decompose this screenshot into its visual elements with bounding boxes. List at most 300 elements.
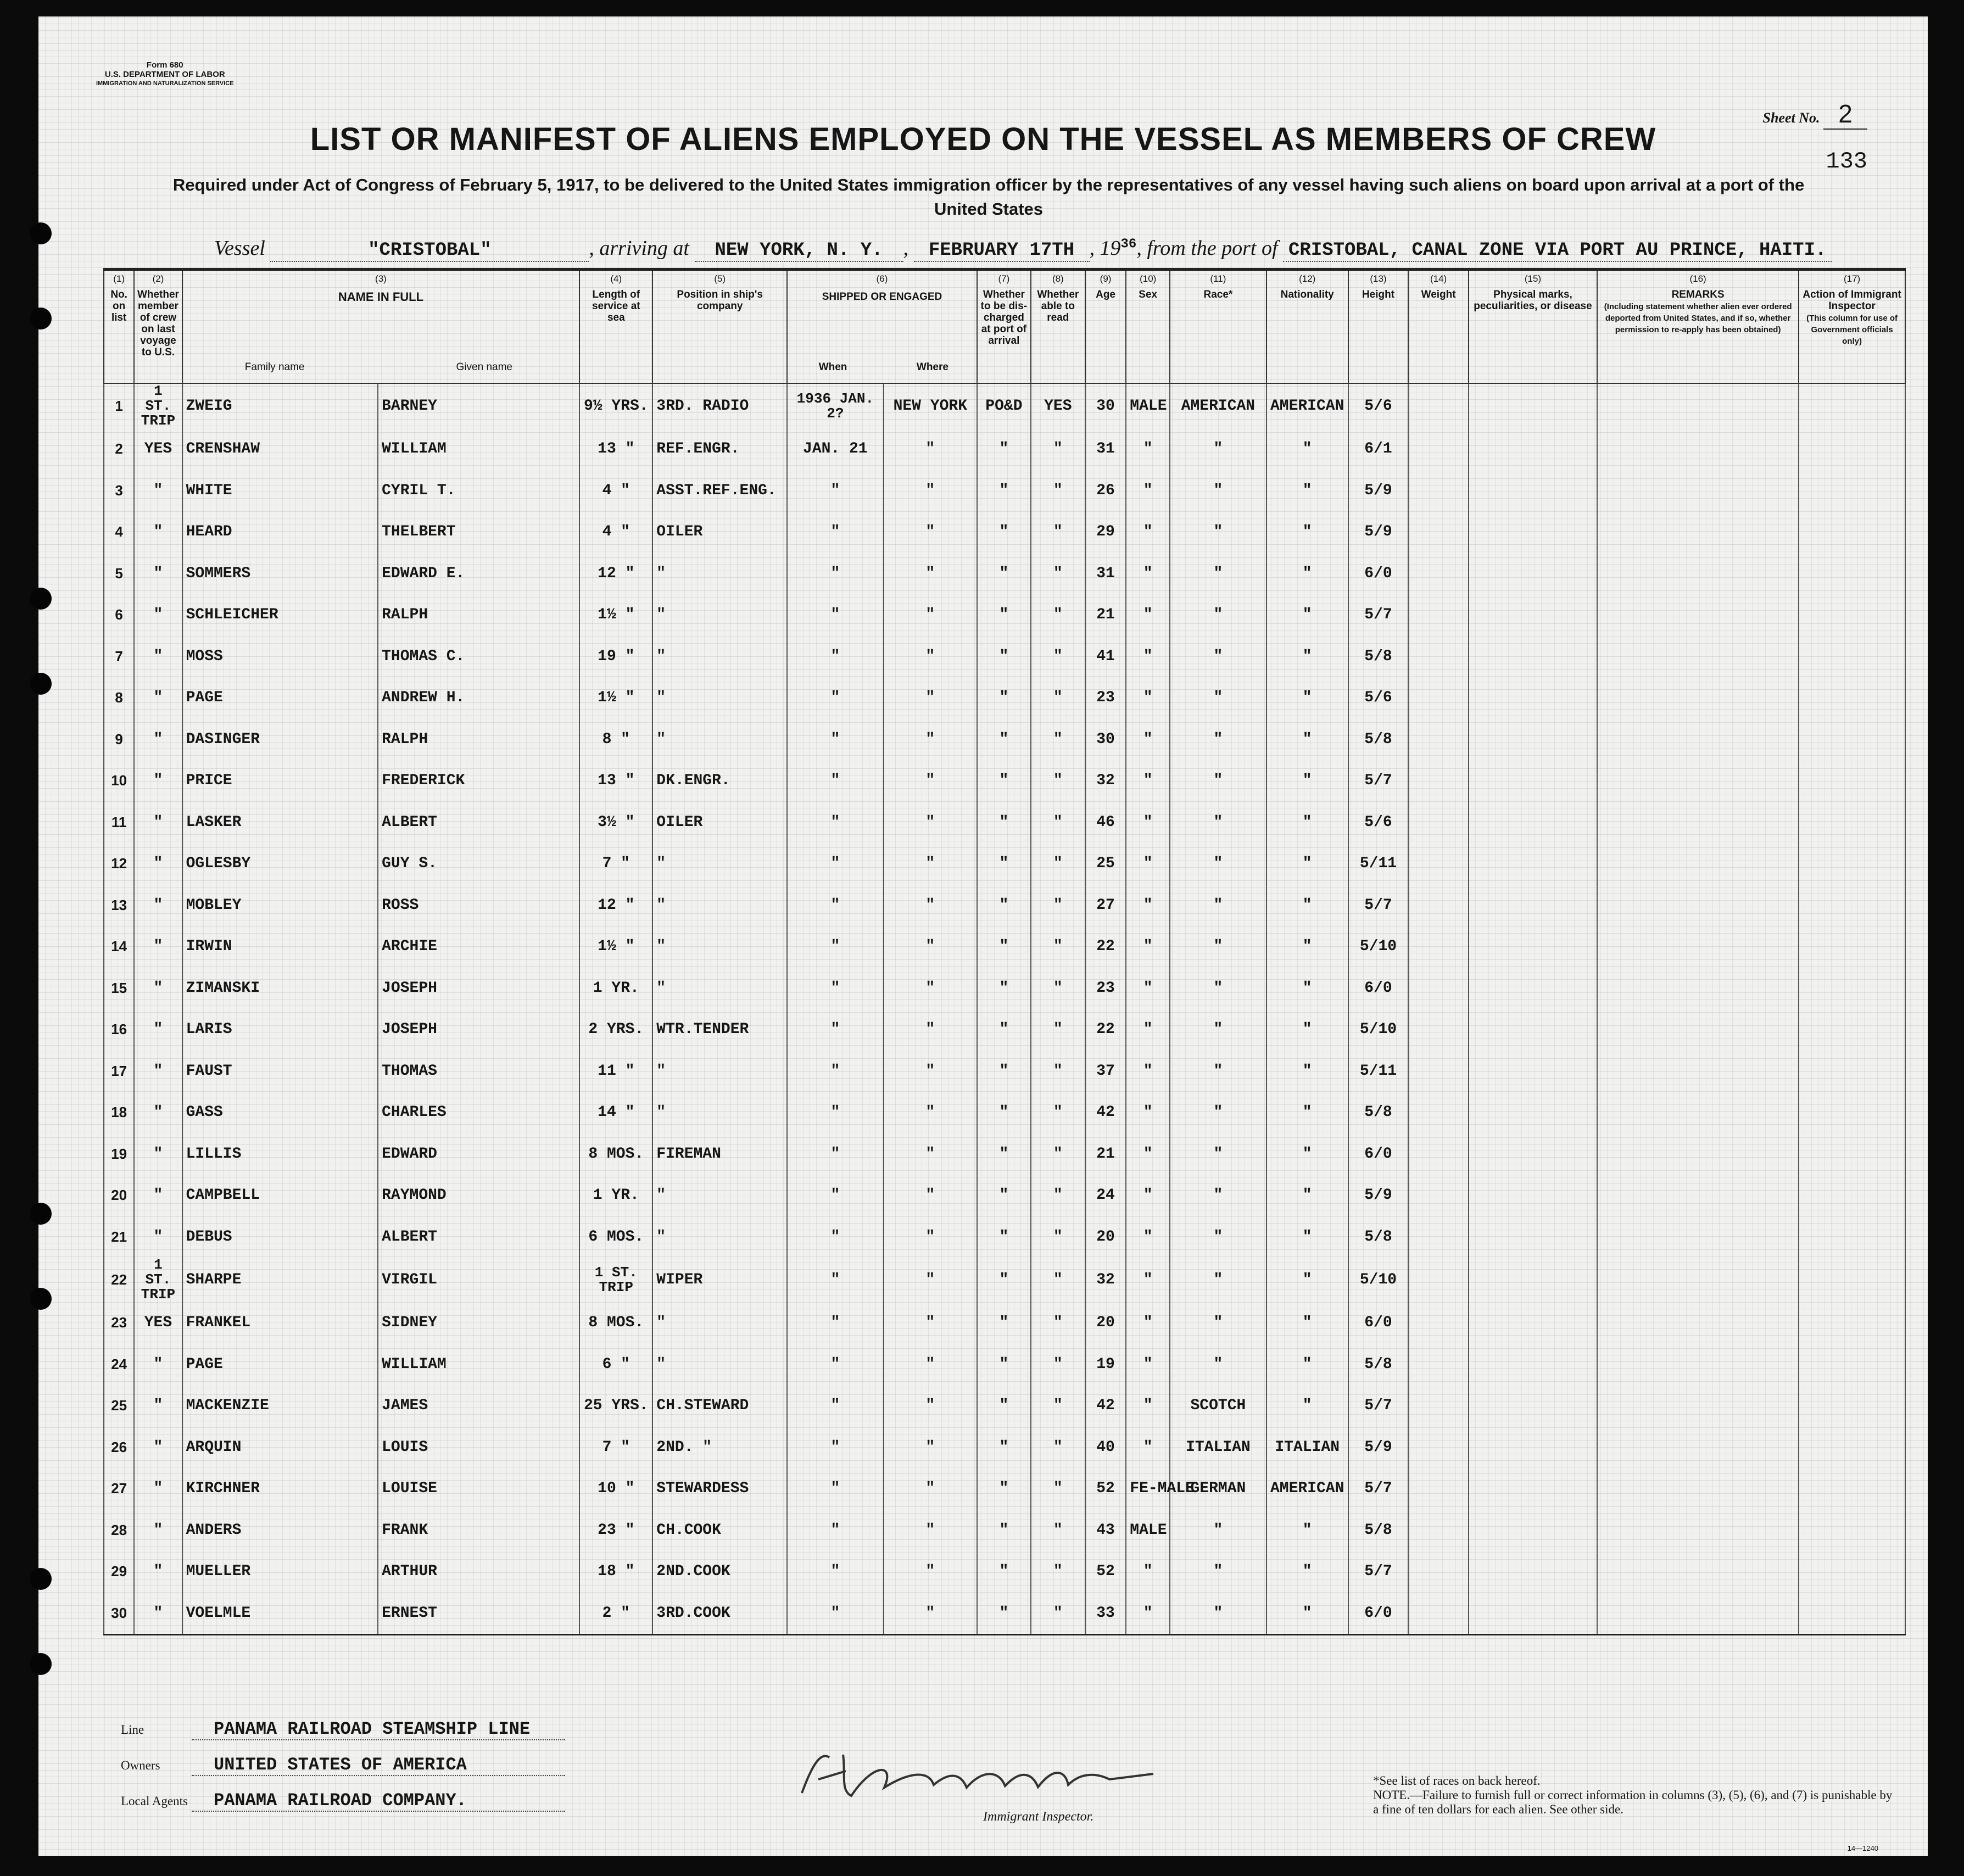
cell-race: ": [1170, 843, 1266, 885]
cell-nationality: ": [1266, 802, 1348, 844]
cell-race: ": [1170, 1302, 1266, 1344]
cell-row-number: 20: [104, 1175, 134, 1216]
cell-discharged: ": [977, 1175, 1031, 1216]
cell-shipped-where: ": [884, 553, 977, 595]
footer-line: Line PANAMA RAILROAD STEAMSHIP LINE: [121, 1719, 565, 1740]
cell-shipped-where: ": [884, 1216, 977, 1258]
cell-able-to-read: ": [1031, 594, 1085, 636]
cell-inspector-action: [1799, 594, 1905, 636]
cell-weight: [1408, 511, 1469, 553]
cell-row-number: 16: [104, 1009, 134, 1051]
table-row: [104, 1092, 1905, 1134]
cell-age: 22: [1085, 1009, 1126, 1051]
cell-shipped-when: ": [787, 1510, 884, 1551]
cell-able-to-read: ": [1031, 470, 1085, 512]
cell-service-length: 1½ ": [579, 677, 652, 719]
table-row: [104, 1593, 1905, 1635]
cell-nationality: ": [1266, 1344, 1348, 1386]
cell-weight: [1408, 1092, 1469, 1134]
cell-discharged: ": [977, 1134, 1031, 1175]
cell-prev-voyage: ": [134, 594, 182, 636]
cell-remarks: [1597, 383, 1799, 428]
cell-family-name: MOBLEY: [182, 885, 378, 926]
arrival-date: FEBRUARY 17TH: [914, 240, 1090, 262]
cell-race: ": [1170, 677, 1266, 719]
cell-race: ": [1170, 1009, 1266, 1051]
cell-discharged: ": [977, 1092, 1031, 1134]
cell-given-name: RALPH: [378, 594, 579, 636]
cell-race: ": [1170, 1134, 1266, 1175]
cell-able-to-read: ": [1031, 1051, 1085, 1092]
cell-family-name: PAGE: [182, 677, 378, 719]
cell-physical-marks: [1469, 594, 1597, 636]
cell-row-number: 17: [104, 1051, 134, 1092]
cell-discharged: ": [977, 1302, 1031, 1344]
cell-weight: [1408, 719, 1469, 761]
cell-shipped-when: ": [787, 470, 884, 512]
punch-hole: [30, 1653, 52, 1675]
cell-given-name: LOUIS: [378, 1427, 579, 1469]
cell-row-number: 19: [104, 1134, 134, 1175]
cell-inspector-action: [1799, 1510, 1905, 1551]
cell-shipped-where: ": [884, 511, 977, 553]
cell-able-to-read: ": [1031, 1510, 1085, 1551]
cell-family-name: IRWIN: [182, 926, 378, 968]
cell-family-name: KIRCHNER: [182, 1468, 378, 1510]
cell-shipped-when: ": [787, 1092, 884, 1134]
cell-inspector-action: [1799, 1427, 1905, 1469]
cell-sex: ": [1126, 968, 1170, 1009]
cell-physical-marks: [1469, 1051, 1597, 1092]
cell-height: 5/7: [1348, 760, 1409, 802]
cell-height: 5/9: [1348, 1175, 1409, 1216]
cell-able-to-read: ": [1031, 1258, 1085, 1302]
cell-able-to-read: ": [1031, 1175, 1085, 1216]
cell-sex: ": [1126, 511, 1170, 553]
cell-position: 2ND. ": [652, 1427, 787, 1469]
cell-position: ": [652, 926, 787, 968]
cell-family-name: PAGE: [182, 1344, 378, 1386]
cell-prev-voyage: ": [134, 1510, 182, 1551]
cell-age: 30: [1085, 719, 1126, 761]
cell-prev-voyage: ": [134, 1134, 182, 1175]
cell-physical-marks: [1469, 1134, 1597, 1175]
cell-given-name: WILLIAM: [378, 428, 579, 470]
cell-age: 27: [1085, 885, 1126, 926]
cell-prev-voyage: ": [134, 1427, 182, 1469]
cell-age: 25: [1085, 843, 1126, 885]
from-label: , from the port of: [1136, 237, 1278, 260]
cell-discharged: ": [977, 594, 1031, 636]
cell-prev-voyage: YES: [134, 428, 182, 470]
cell-nationality: ": [1266, 1216, 1348, 1258]
cell-race: ": [1170, 1216, 1266, 1258]
cell-sex: MALE: [1126, 1510, 1170, 1551]
cell-service-length: 12 ": [579, 553, 652, 595]
cell-remarks: [1597, 1175, 1799, 1216]
cell-family-name: HEARD: [182, 511, 378, 553]
cell-sex: ": [1126, 1302, 1170, 1344]
cell-race: ": [1170, 1551, 1266, 1593]
cell-inspector-action: [1799, 968, 1905, 1009]
cell-discharged: ": [977, 1551, 1031, 1593]
cell-age: 41: [1085, 636, 1126, 678]
cell-race: ": [1170, 470, 1266, 512]
cell-shipped-where: ": [884, 760, 977, 802]
cell-able-to-read: ": [1031, 428, 1085, 470]
cell-given-name: THOMAS: [378, 1051, 579, 1092]
col-remarks-header: (16) REMARKS (Including statement whether alien ever ordered deported from United States, and if so, whether permission to re-apply has been obtained): [1597, 270, 1799, 384]
cell-able-to-read: ": [1031, 511, 1085, 553]
table-row: [104, 843, 1905, 885]
cell-service-length: 10 ": [579, 1468, 652, 1510]
cell-weight: [1408, 760, 1469, 802]
cell-age: 42: [1085, 1092, 1126, 1134]
cell-inspector-action: [1799, 1134, 1905, 1175]
cell-shipped-when: ": [787, 885, 884, 926]
cell-shipped-where: ": [884, 1510, 977, 1551]
cell-race: ": [1170, 553, 1266, 595]
cell-race: ITALIAN: [1170, 1427, 1266, 1469]
cell-height: 6/0: [1348, 1593, 1409, 1635]
cell-race: ": [1170, 885, 1266, 926]
cell-inspector-action: [1799, 719, 1905, 761]
cell-physical-marks: [1469, 1551, 1597, 1593]
cell-remarks: [1597, 802, 1799, 844]
cell-given-name: ERNEST: [378, 1593, 579, 1635]
cell-physical-marks: [1469, 1344, 1597, 1386]
cell-inspector-action: [1799, 1302, 1905, 1344]
cell-able-to-read: ": [1031, 677, 1085, 719]
col-nationality-header: (12) Nationality: [1266, 270, 1348, 384]
cell-physical-marks: [1469, 1009, 1597, 1051]
cell-row-number: 11: [104, 802, 134, 844]
cell-weight: [1408, 1009, 1469, 1051]
cell-remarks: [1597, 719, 1799, 761]
cell-discharged: ": [977, 885, 1031, 926]
cell-race: ": [1170, 428, 1266, 470]
table-row: [104, 636, 1905, 678]
cell-age: 52: [1085, 1468, 1126, 1510]
cell-race: SCOTCH: [1170, 1385, 1266, 1427]
cell-family-name: CRENSHAW: [182, 428, 378, 470]
table-row: [104, 470, 1905, 512]
cell-discharged: ": [977, 677, 1031, 719]
cell-given-name: JOSEPH: [378, 968, 579, 1009]
table-row: [104, 677, 1905, 719]
cell-nationality: ": [1266, 470, 1348, 512]
cell-sex: ": [1126, 1216, 1170, 1258]
cell-given-name: WILLIAM: [378, 1344, 579, 1386]
cell-family-name: SHARPE: [182, 1258, 378, 1302]
cell-shipped-when: ": [787, 1009, 884, 1051]
cell-weight: [1408, 636, 1469, 678]
table-row: [104, 383, 1905, 428]
footer-note: [1373, 1774, 1895, 1817]
cell-position: ": [652, 594, 787, 636]
cell-inspector-action: [1799, 843, 1905, 885]
cell-row-number: 3: [104, 470, 134, 512]
cell-given-name: BARNEY: [378, 383, 579, 428]
cell-position: CH.STEWARD: [652, 1385, 787, 1427]
cell-service-length: 23 ": [579, 1510, 652, 1551]
cell-remarks: [1597, 636, 1799, 678]
cell-family-name: GASS: [182, 1092, 378, 1134]
cell-row-number: 18: [104, 1092, 134, 1134]
cell-race: ": [1170, 1258, 1266, 1302]
cell-prev-voyage: ": [134, 926, 182, 968]
cell-discharged: ": [977, 926, 1031, 968]
inspector-label: Immigrant Inspector.: [983, 1810, 1094, 1824]
cell-remarks: [1597, 1092, 1799, 1134]
cell-able-to-read: ": [1031, 719, 1085, 761]
cell-age: 19: [1085, 1344, 1126, 1386]
cell-remarks: [1597, 677, 1799, 719]
cell-shipped-where: ": [884, 926, 977, 968]
cell-service-length: 9½ YRS.: [579, 383, 652, 428]
cell-nationality: ": [1266, 926, 1348, 968]
footer-owners: Owners UNITED STATES OF AMERICA: [121, 1755, 565, 1776]
cell-sex: ": [1126, 1175, 1170, 1216]
owners-value: UNITED STATES OF AMERICA: [192, 1755, 565, 1776]
cell-able-to-read: ": [1031, 885, 1085, 926]
cell-shipped-where: NEW YORK: [884, 383, 977, 428]
cell-prev-voyage: ": [134, 1216, 182, 1258]
cell-weight: [1408, 1468, 1469, 1510]
cell-shipped-when: ": [787, 968, 884, 1009]
cell-position: ASST.REF.ENG.: [652, 470, 787, 512]
cell-shipped-when: ": [787, 843, 884, 885]
cell-position: FIREMAN: [652, 1134, 787, 1175]
cell-race: ": [1170, 719, 1266, 761]
cell-service-length: 3½ ": [579, 802, 652, 844]
cell-shipped-when: ": [787, 1175, 884, 1216]
cell-given-name: FRANK: [378, 1510, 579, 1551]
cell-age: 26: [1085, 470, 1126, 512]
cell-race: ": [1170, 1175, 1266, 1216]
table-row: [104, 553, 1905, 595]
cell-able-to-read: ": [1031, 1551, 1085, 1593]
table-row: [104, 1468, 1905, 1510]
cell-sex: ": [1126, 428, 1170, 470]
punch-hole: [30, 222, 52, 244]
cell-age: 40: [1085, 1427, 1126, 1469]
cell-sex: ": [1126, 1551, 1170, 1593]
vessel-line: Vessel "CRISTOBAL" , arriving at NEW YORK, N. Y. , FEBRUARY 17TH , $19^{36}$, from the port of CRISTOBAL, CANAL ZONE VIA PORT AU PRINCE, HAITI.: [214, 236, 1917, 262]
cell-age: 32: [1085, 1258, 1126, 1302]
cell-shipped-where: ": [884, 428, 977, 470]
cell-physical-marks: [1469, 470, 1597, 512]
cell-shipped-where: ": [884, 843, 977, 885]
punch-hole: [30, 308, 52, 330]
cell-shipped-when: ": [787, 1216, 884, 1258]
col-weight-header: (14) Weight: [1408, 270, 1469, 384]
cell-height: 5/7: [1348, 1385, 1409, 1427]
cell-prev-voyage: ": [134, 885, 182, 926]
agents-value: PANAMA RAILROAD COMPANY.: [192, 1790, 565, 1812]
cell-weight: [1408, 383, 1469, 428]
cell-race: ": [1170, 511, 1266, 553]
cell-service-length: 18 ": [579, 1551, 652, 1593]
cell-physical-marks: [1469, 1427, 1597, 1469]
cell-remarks: [1597, 553, 1799, 595]
cell-shipped-when: ": [787, 1258, 884, 1302]
cell-row-number: 27: [104, 1468, 134, 1510]
cell-row-number: 13: [104, 885, 134, 926]
cell-inspector-action: [1799, 428, 1905, 470]
cell-discharged: ": [977, 428, 1031, 470]
cell-row-number: 4: [104, 511, 134, 553]
cell-row-number: 21: [104, 1216, 134, 1258]
cell-able-to-read: ": [1031, 843, 1085, 885]
table-row: [104, 1258, 1905, 1302]
cell-sex: ": [1126, 1009, 1170, 1051]
cell-position: OILER: [652, 802, 787, 844]
manifest-sheet: [38, 16, 1928, 1856]
cell-family-name: FAUST: [182, 1051, 378, 1092]
cell-nationality: ": [1266, 968, 1348, 1009]
cell-position: ": [652, 636, 787, 678]
cell-shipped-when: ": [787, 1385, 884, 1427]
cell-given-name: RAYMOND: [378, 1175, 579, 1216]
cell-row-number: 7: [104, 636, 134, 678]
cell-prev-voyage: ": [134, 843, 182, 885]
cell-family-name: ARQUIN: [182, 1427, 378, 1469]
cell-family-name: VOELMLE: [182, 1593, 378, 1635]
cell-sex: ": [1126, 719, 1170, 761]
cell-shipped-when: ": [787, 802, 884, 844]
cell-nationality: ": [1266, 1510, 1348, 1551]
col-service-header: (4) Length of service at sea: [579, 270, 652, 384]
page-number: 133: [1826, 148, 1867, 175]
cell-nationality: ": [1266, 1385, 1348, 1427]
cell-discharged: ": [977, 553, 1031, 595]
table-row: [104, 1134, 1905, 1175]
cell-discharged: ": [977, 1258, 1031, 1302]
table-row: [104, 1385, 1905, 1427]
cell-discharged: ": [977, 968, 1031, 1009]
punch-hole: [30, 1288, 52, 1310]
department-name: U.S. DEPARTMENT OF LABOR: [104, 70, 225, 79]
cell-service-length: 8 MOS.: [579, 1302, 652, 1344]
cell-able-to-read: ": [1031, 1216, 1085, 1258]
cell-inspector-action: [1799, 470, 1905, 512]
cell-family-name: ZIMANSKI: [182, 968, 378, 1009]
cell-nationality: ": [1266, 594, 1348, 636]
cell-shipped-when: 1936 JAN. 2?: [787, 383, 884, 428]
cell-remarks: [1597, 1051, 1799, 1092]
cell-inspector-action: [1799, 802, 1905, 844]
cell-discharged: ": [977, 843, 1031, 885]
cell-weight: [1408, 1427, 1469, 1469]
cell-weight: [1408, 1510, 1469, 1551]
cell-position: 2ND.COOK: [652, 1551, 787, 1593]
cell-able-to-read: ": [1031, 802, 1085, 844]
cell-weight: [1408, 1216, 1469, 1258]
cell-prev-voyage: ": [134, 553, 182, 595]
cell-shipped-when: ": [787, 1551, 884, 1593]
cell-height: 5/7: [1348, 1468, 1409, 1510]
cell-nationality: ": [1266, 677, 1348, 719]
cell-inspector-action: [1799, 1009, 1905, 1051]
cell-weight: [1408, 1175, 1469, 1216]
cell-prev-voyage: YES: [134, 1302, 182, 1344]
from-port: CRISTOBAL, CANAL ZONE VIA PORT AU PRINCE, HAITI.: [1283, 240, 1832, 262]
cell-shipped-when: ": [787, 677, 884, 719]
cell-inspector-action: [1799, 1092, 1905, 1134]
cell-physical-marks: [1469, 1216, 1597, 1258]
cell-service-length: 7 ": [579, 1427, 652, 1469]
cell-discharged: ": [977, 636, 1031, 678]
cell-given-name: CYRIL T.: [378, 470, 579, 512]
cell-inspector-action: [1799, 926, 1905, 968]
cell-family-name: PRICE: [182, 760, 378, 802]
vessel-label: Vessel: [214, 237, 265, 260]
cell-inspector-action: [1799, 1258, 1905, 1302]
cell-service-length: 4 ": [579, 511, 652, 553]
cell-prev-voyage: ": [134, 636, 182, 678]
cell-row-number: 1: [104, 383, 134, 428]
cell-weight: [1408, 1302, 1469, 1344]
cell-shipped-where: ": [884, 802, 977, 844]
cell-inspector-action: [1799, 511, 1905, 553]
cell-row-number: 24: [104, 1344, 134, 1386]
cell-sex: ": [1126, 1427, 1170, 1469]
cell-given-name: ALBERT: [378, 1216, 579, 1258]
col-physical-header: (15) Physical marks, peculiarities, or disease: [1469, 270, 1597, 384]
cell-sex: ": [1126, 926, 1170, 968]
cell-service-length: 7 ": [579, 843, 652, 885]
arriving-label: , arriving at: [589, 237, 689, 260]
cell-height: 5/6: [1348, 677, 1409, 719]
table-row: [104, 428, 1905, 470]
cell-shipped-when: ": [787, 760, 884, 802]
footer-agents: Local Agents PANAMA RAILROAD COMPANY.: [121, 1790, 565, 1812]
cell-prev-voyage: 1 ST. TRIP: [134, 1258, 182, 1302]
cell-physical-marks: [1469, 1258, 1597, 1302]
cell-sex: ": [1126, 802, 1170, 844]
cell-height: 5/9: [1348, 1427, 1409, 1469]
arriving-port: NEW YORK, N. Y.: [695, 240, 903, 262]
cell-physical-marks: [1469, 719, 1597, 761]
cell-sex: ": [1126, 1134, 1170, 1175]
cell-race: ": [1170, 636, 1266, 678]
cell-family-name: CAMPBELL: [182, 1175, 378, 1216]
cell-height: 5/10: [1348, 926, 1409, 968]
cell-weight: [1408, 594, 1469, 636]
cell-prev-voyage: ": [134, 1092, 182, 1134]
cell-given-name: EDWARD E.: [378, 553, 579, 595]
col-prev-voyage-header: (2) Whether member of crew on last voyage to U.S.: [134, 270, 182, 384]
cell-nationality: ": [1266, 1551, 1348, 1593]
cell-age: 42: [1085, 1385, 1126, 1427]
cell-physical-marks: [1469, 1510, 1597, 1551]
cell-given-name: ARCHIE: [378, 926, 579, 968]
cell-height: 5/9: [1348, 511, 1409, 553]
cell-nationality: ": [1266, 553, 1348, 595]
cell-physical-marks: [1469, 636, 1597, 678]
cell-sex: ": [1126, 1092, 1170, 1134]
print-code: 14—1240: [1847, 1844, 1878, 1852]
cell-shipped-where: ": [884, 1092, 977, 1134]
cell-discharged: PO&D: [977, 383, 1031, 428]
cell-physical-marks: [1469, 511, 1597, 553]
cell-shipped-where: ": [884, 968, 977, 1009]
cell-service-length: 2 YRS.: [579, 1009, 652, 1051]
col-age-header: (9) Age: [1085, 270, 1126, 384]
cell-nationality: ": [1266, 1593, 1348, 1635]
cell-prev-voyage: ": [134, 1009, 182, 1051]
